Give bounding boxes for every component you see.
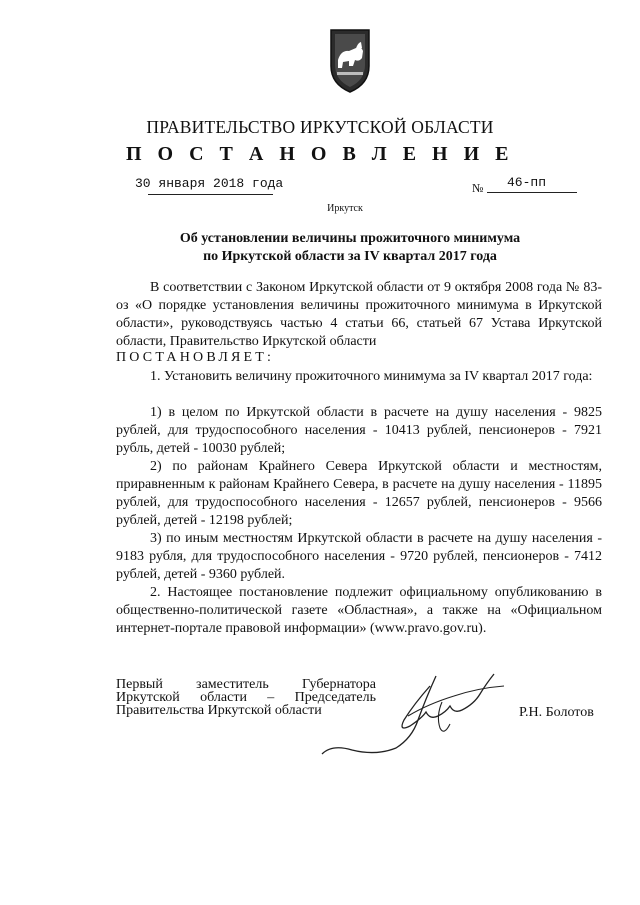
date-underline	[148, 194, 273, 195]
title-line-1: Об установлении величины прожиточного минимума	[179, 231, 521, 246]
coat-of-arms-emblem	[325, 28, 375, 94]
item-2-paragraph: 2. Настоящее постановление подлежит официальному опубликованию в общественно-политической газете «Областная», а также на «Официальном интернет-портале правовой информации» (www.pravo.gov.ru).	[116, 585, 602, 636]
position-line-1: Первый заместитель Губернатора	[116, 677, 376, 692]
postanovlyaet-heading: ПОСТАНОВЛЯЕТ:	[116, 350, 275, 365]
document-type-heading: П О С Т А Н О В Л Е Н И Е	[126, 143, 514, 165]
subitem-3-paragraph: 3) по иным местностям Иркутской области в расчете на душу населения - 9183 рубля, для трудоспособного населения - 9720 рублей, пенсионеров - 7412 рублей, детей - 9360 рублей.	[116, 531, 602, 582]
subitem-2-paragraph: 2) по районам Крайнего Севера Иркутской области и местностям, приравненным к районам Крайнего Севера, в расчете на душу населения - 11895 рублей, для трудоспособного населения - 12657 рублей, пенсионеров - 9566 рублей, детей - 12198 рублей;	[116, 459, 602, 528]
subitem-1-paragraph: 1) в целом по Иркутской области в расчете на душу населения - 9825 рублей, для трудоспособного населения - 10413 рублей, пенсионеров - 7921 рубль, детей - 10030 рублей;	[116, 405, 602, 456]
document-date: 30 января 2018 года	[135, 176, 284, 191]
city-name: Иркутск	[327, 203, 363, 214]
document-number: 46-пп	[507, 175, 547, 190]
item-1-paragraph: 1. Установить величину прожиточного минимума за IV квартал 2017 года:	[150, 369, 593, 384]
number-sign: №	[472, 181, 484, 195]
document-title	[150, 230, 550, 266]
organization-name: ПРАВИТЕЛЬСТВО ИРКУТСКОЙ ОБЛАСТИ	[146, 117, 494, 137]
position-line-3: Правительства Иркутской области	[116, 703, 322, 718]
number-underline	[487, 192, 577, 193]
position-line-2: Иркутской области – Председатель	[116, 690, 376, 705]
preamble-paragraph: В соответствии с Законом Иркутской области от 9 октября 2008 года № 83-оз «О порядке установления величины прожиточного минимума в Иркутской области», руководствуясь частью 4 статьи 66, статьей 67 Устава Иркутской области, Правительство Иркутской области	[116, 280, 602, 349]
handwritten-signature	[318, 668, 518, 760]
signatory-name: Р.Н. Болотов	[519, 705, 594, 720]
title-line-2: по Иркутской области за IV квартал 2017 года	[203, 249, 497, 264]
